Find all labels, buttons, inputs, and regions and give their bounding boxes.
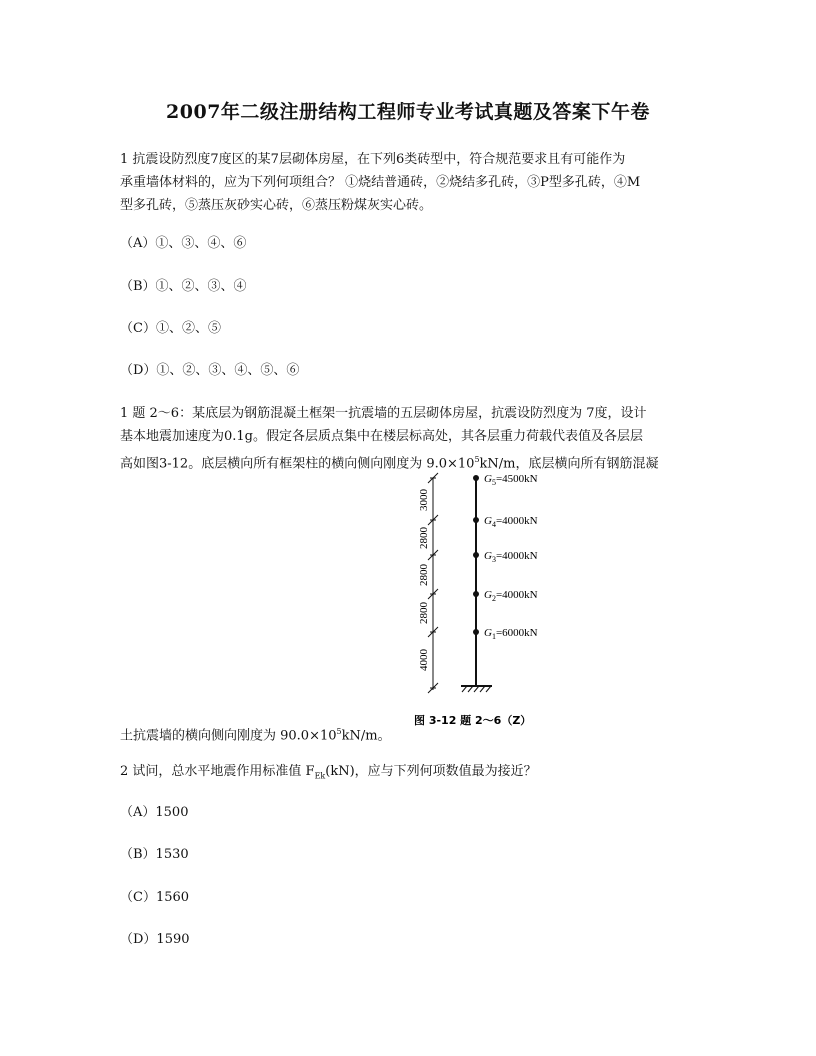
question-1-option-d: （D）①、②、③、④、⑤、⑥ — [120, 363, 300, 378]
question-2-stem: 2 试问，总水平地震作用标准值 $F_{Ek}(kN)$，应与下列何项数值最为接近？ — [120, 764, 537, 781]
load-label-g1: $G_1=6000kN$ — [484, 627, 538, 641]
intro-line-3: 高如图3-12。底层横向所有框架柱的横向侧向刚度为 $9.0\times 10^5kN/m$，底层横向所有钢筋混凝 — [120, 455, 659, 472]
page-title: 2007年二级注册结构工程师专业考试真题及答案下午卷 — [166, 101, 650, 123]
load-label-g2: $G_2=4000kN$ — [484, 589, 538, 603]
height-label: 2800 — [418, 564, 430, 586]
load-label-g3: $G_3=4000kN$ — [484, 550, 538, 564]
question-2-option-c: （C）1560 — [120, 890, 190, 905]
question-1-option-a: （A）①、③、④、⑥ — [120, 236, 247, 251]
load-label-g4: $G_4=4000kN$ — [484, 515, 538, 529]
height-label: 2800 — [418, 527, 430, 549]
mass-point-g2 — [473, 591, 479, 597]
figure-caption: 图 3-12 题 2～6（Z） — [414, 714, 532, 727]
height-label: 3000 — [418, 489, 430, 511]
intro-line-4: 土抗震墙的横向侧向刚度为 $90.0\times 10^5kN/m$。 — [120, 727, 391, 744]
height-label: 2800 — [418, 602, 430, 624]
figure-3-12 — [406, 466, 554, 736]
mass-point-g5 — [473, 475, 479, 481]
intro-line-1: 1 题 2～6：某底层为钢筋混凝土框架一抗震墙的五层砌体房屋，抗震设防烈度为 7度，设计 — [120, 406, 647, 421]
question-1-line-2: 承重墙体材料的，应为下列何项组合？ ①烧结普通砖，②烧结多孔砖，③P型多孔砖，④M — [120, 175, 641, 190]
question-1-line-1: 1 抗震设防烈度7度区的某7层砌体房屋，在下列6类砖型中，符合规范要求且有可能作为 — [120, 152, 626, 167]
question-1-line-3: 型多孔砖，⑤蒸压灰砂实心砖，⑥蒸压粉煤灰实心砖。 — [120, 198, 433, 213]
question-2-option-d: （D）1590 — [120, 932, 190, 947]
mass-point-g4 — [473, 517, 479, 523]
question-1-option-b: （B）①、②、③、④ — [120, 279, 247, 294]
question-1-option-c: （C）①、②、⑤ — [120, 321, 221, 336]
mass-point-g1 — [473, 629, 479, 635]
question-2-option-a: （A）1500 — [120, 805, 189, 820]
load-label-g5: $G_5=4500kN$ — [484, 473, 538, 487]
question-1-stem — [120, 148, 700, 217]
intro-line-2: 基本地震加速度为0.1g。假定各层质点集中在楼层标高处，其各层重力荷载代表值及各层层 — [120, 429, 643, 444]
mass-point-g3 — [473, 552, 479, 558]
structure-diagram — [406, 466, 554, 736]
height-label: 4000 — [418, 649, 430, 671]
questions-2-6-intro — [120, 402, 700, 475]
question-2-option-b: （B）1530 — [120, 847, 189, 862]
